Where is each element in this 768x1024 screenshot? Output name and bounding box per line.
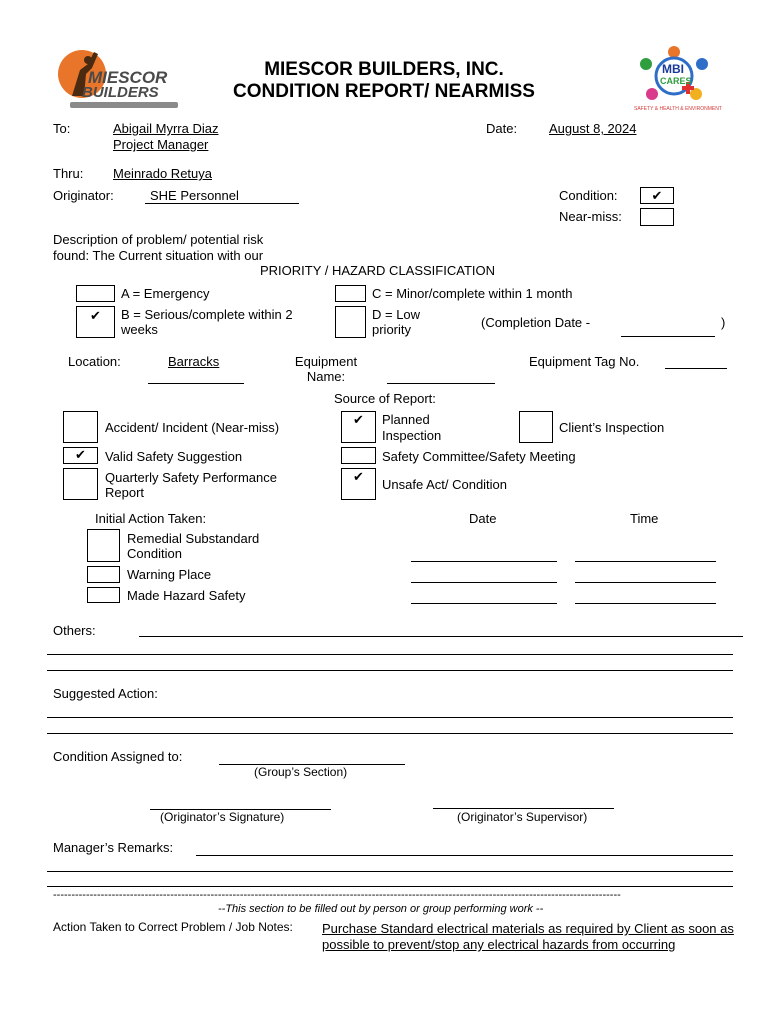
valid-suggestion-checkbox[interactable]: ✔ [63,447,98,464]
warning-time-line [575,582,716,583]
completion-date-label: (Completion Date - [481,315,591,330]
date-value: August 8, 2024 [549,121,637,136]
made-time-line [575,603,716,604]
nearmiss-checkbox[interactable] [640,208,674,226]
location-value: Barracks [168,354,220,369]
manager-line-2[interactable] [47,871,733,872]
date-label: Date: [486,121,518,136]
made-safety-checkbox[interactable] [87,587,120,603]
client-checkbox[interactable] [519,411,553,443]
made-safety-label: Made Hazard Safety [127,588,246,603]
valid-suggestion-label: Valid Safety Suggestion [105,449,243,464]
priority-b-label: B = Serious/complete within 2 weeks [121,307,293,337]
manager-line-1[interactable] [196,855,733,856]
thru-label: Thru: [53,166,84,181]
manager-remarks-label: Manager’s Remarks: [53,840,174,855]
logo-text-line1: MIESCOR [88,68,168,87]
to-title: Project Manager [113,137,209,152]
priority-d-checkbox[interactable] [335,306,366,338]
completion-date-close: ) [721,315,726,330]
suggested-line-1[interactable] [47,717,733,718]
priority-c-label: C = Minor/complete within 1 month [372,286,573,301]
cares-text: CARES [660,76,692,86]
thru-value: Meinrado Retuya [113,166,212,181]
accident-checkbox[interactable] [63,411,98,443]
priority-a-label: A = Emergency [121,286,210,301]
remedial-label: Remedial Substandard Condition [127,531,260,561]
time-column-label: Time [630,511,659,526]
section-separator: ----------------------------------------------------------------------------------------------------------------------------------------------------------- [53,889,621,901]
accident-label: Accident/ Incident (Near-miss) [105,420,280,435]
warning-checkbox[interactable] [87,566,120,583]
report-title: CONDITION REPORT/ NEARMISS [233,81,535,102]
remedial-date-line [411,561,557,562]
quarterly-label: Quarterly Safety Performance Report [105,470,277,500]
others-line-1[interactable] [139,636,743,637]
condition-label: Condition: [559,188,618,203]
supervisor-signature-line[interactable] [433,808,614,809]
remedial-time-line [575,561,716,562]
equipment-tag-line [665,368,727,369]
date-column-label: Date [469,511,497,526]
mbi-text: MBI [662,62,684,76]
company-name: MIESCOR BUILDERS, INC. [264,59,504,80]
planned-label: Planned Inspection [382,412,442,443]
originator-underline [145,203,299,204]
planned-checkbox[interactable]: ✔ [341,411,376,443]
suggested-action-label: Suggested Action: [53,686,158,701]
to-name: Abigail Myrra Diaz [113,121,219,136]
location-label: Location: [68,354,121,369]
to-label: To: [53,121,71,136]
description-line2: found: The Current situation with our [53,248,264,263]
originator-label: Originator: [53,188,114,203]
unsafe-checkbox[interactable]: ✔ [341,468,376,500]
logo-text-line2: BUILDERS [82,84,159,101]
suggested-line-2[interactable] [47,733,733,734]
group-section-caption: (Group’s Section) [254,765,348,779]
others-label: Others: [53,623,96,638]
equipment-tag-label: Equipment Tag No. [529,354,640,369]
originator-signature-caption: (Originator’s Signature) [160,810,285,824]
unsafe-label: Unsafe Act/ Condition [382,477,508,492]
action-taken-text: Purchase Standard electrical materials as required by Client as soon as possible to prevent/stop any electrical hazards from occurring [322,921,734,952]
equipment-name-line [387,383,495,384]
warning-date-line [411,582,557,583]
completion-date-line [621,336,715,337]
priority-heading: PRIORITY / HAZARD CLASSIFICATION [260,263,495,278]
description-line1: Description of problem/ potential risk [53,232,264,247]
committee-checkbox[interactable] [341,447,376,464]
others-line-2[interactable] [47,654,733,655]
originator-value: SHE Personnel [150,188,239,203]
manager-line-3[interactable] [47,886,733,887]
priority-b-checkbox[interactable]: ✔ [76,306,115,338]
others-line-3[interactable] [47,670,733,671]
priority-c-checkbox[interactable] [335,285,366,302]
mbi-cares-logo [630,44,722,116]
source-heading: Source of Report: [334,391,436,406]
committee-label: Safety Committee/Safety Meeting [382,449,576,464]
made-date-line [411,603,557,604]
action-taken-label: Action Taken to Correct Problem / Job Notes: [53,920,293,934]
section-note: --This section to be filled out by person or group performing work -- [218,903,544,915]
priority-a-checkbox[interactable] [76,285,115,302]
remedial-checkbox[interactable] [87,529,120,562]
quarterly-checkbox[interactable] [63,468,98,500]
location-line [148,383,244,384]
condition-assigned-label: Condition Assigned to: [53,749,183,764]
priority-d-label: D = Low priority [372,307,421,337]
equipment-name-label: Equipment Name: [294,354,358,384]
condition-checkbox[interactable]: ✔ [640,187,674,204]
logo-tagline: SAFETY & HEALTH & ENVIRONMENT [634,106,722,112]
nearmiss-label: Near-miss: [559,209,622,224]
client-label: Client’s Inspection [559,420,665,435]
initial-action-heading: Initial Action Taken: [95,511,207,526]
supervisor-signature-caption: (Originator’s Supervisor) [457,810,588,824]
warning-label: Warning Place [127,567,212,582]
